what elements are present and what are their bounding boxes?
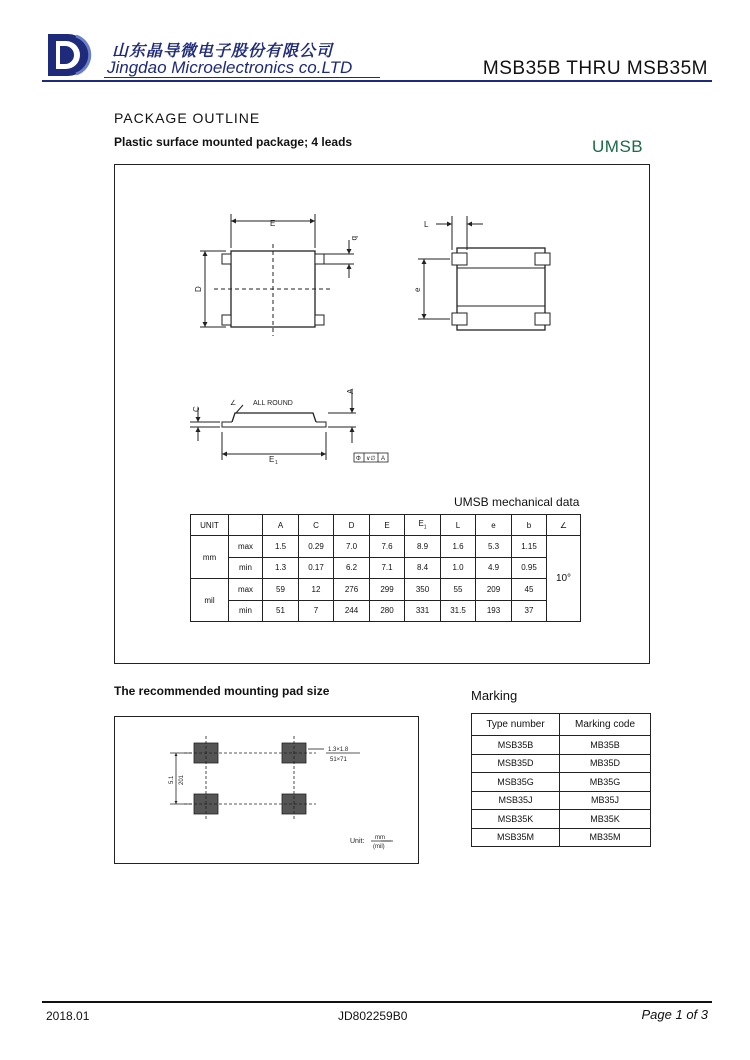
cell: 7.1 [370, 557, 405, 579]
cell: 7 [299, 600, 334, 622]
footer-doc-code: JD802259B0 [338, 1009, 408, 1023]
header-angle: ∠ [547, 515, 581, 536]
cell: 1.0 [441, 557, 476, 579]
table-row [472, 791, 651, 810]
pad-size-mil: 51×71 [330, 757, 347, 763]
top-view-drawing [200, 214, 354, 336]
marking-code: MB35D [560, 754, 651, 773]
header-E1-text: E [418, 519, 424, 529]
header-E: E [370, 515, 405, 536]
document-title: MSB35B THRU MSB35M [482, 58, 708, 79]
cell: 244 [334, 600, 370, 622]
dim-label-A: A [346, 388, 355, 394]
table-row [191, 536, 581, 558]
type-number: MSB35J [472, 791, 560, 810]
pad-pitch-mm: 5.1 [169, 775, 175, 784]
mechanical-header-row [191, 515, 581, 536]
tolerance-symbol: Φ [356, 456, 361, 462]
marking-code: MB35G [560, 773, 651, 792]
cell: 5.3 [476, 536, 512, 558]
cell: 55 [441, 579, 476, 601]
cell: 1.3 [263, 557, 299, 579]
cell: 7.0 [334, 536, 370, 558]
footer-date: 2018.01 [46, 1009, 90, 1023]
dim-label-E: E [270, 219, 276, 228]
marking-code: MB35K [560, 810, 651, 829]
all-round-note: ALL ROUND [253, 400, 293, 407]
marking-code: MB35J [560, 791, 651, 810]
marking-table [471, 713, 651, 847]
table-row [472, 773, 651, 792]
header-e: e [476, 515, 512, 536]
angle-value: 10° [547, 536, 581, 622]
header-marking-code: Marking code [560, 714, 651, 736]
dim-label-E1: E [269, 455, 275, 464]
company-name-cn: 山东晶导微电子股份有限公司 [112, 41, 334, 60]
table-row [472, 736, 651, 755]
type-number: MSB35G [472, 773, 560, 792]
company-name-underline [104, 77, 380, 78]
unit-bottom: (mil) [373, 844, 385, 850]
unit-top: mm [375, 835, 385, 841]
marking-code: MB35B [560, 736, 651, 755]
row-label: min [229, 600, 263, 622]
cell: 350 [405, 579, 441, 601]
jingdao-logo-icon [46, 32, 94, 78]
table-row [472, 828, 651, 847]
cell: 209 [476, 579, 512, 601]
header-L: L [441, 515, 476, 536]
header-divider [42, 80, 712, 82]
unit-mil: mil [191, 579, 229, 622]
cell: 8.9 [405, 536, 441, 558]
footer-page-number: Page 1 of 3 [641, 1007, 708, 1022]
table-row [191, 600, 581, 622]
header-A: A [263, 515, 299, 536]
cell: 0.29 [299, 536, 334, 558]
company-name-en: Jingdao Microelectronics co.LTD [107, 58, 353, 77]
cell: 51 [263, 600, 299, 622]
unit-mm: mm [191, 536, 229, 579]
cell: 59 [263, 579, 299, 601]
cell: 280 [370, 600, 405, 622]
pad-pitch-mil: 201 [179, 774, 185, 785]
type-number: MSB35M [472, 828, 560, 847]
cell: 31.5 [441, 600, 476, 622]
header-E1 [405, 515, 441, 536]
cell: 45 [512, 579, 547, 601]
tolerance-value: ∨∅ [366, 456, 376, 462]
table-row [472, 754, 651, 773]
package-code: UMSB [592, 137, 644, 156]
cell: 7.6 [370, 536, 405, 558]
header-type-number: Type number [472, 714, 560, 736]
unit-label: Unit: [350, 838, 365, 845]
header-blank [229, 515, 263, 536]
header-C: C [299, 515, 334, 536]
side-view-drawing [418, 216, 550, 330]
row-label: max [229, 579, 263, 601]
mechanical-data-table [190, 514, 581, 622]
header-unit: UNIT [191, 515, 229, 536]
table-row [191, 557, 581, 579]
cell: 37 [512, 600, 547, 622]
mechanical-data-caption: UMSB mechanical data [454, 495, 580, 509]
section-title: PACKAGE OUTLINE [114, 110, 261, 126]
section-subtitle: Plastic surface mounted package; 4 leads [114, 135, 353, 149]
marking-header-row [472, 714, 651, 736]
type-number: MSB35K [472, 810, 560, 829]
dim-label-b: b [350, 236, 359, 241]
package-outline-drawings [114, 164, 650, 504]
table-row [472, 810, 651, 829]
dim-label-D: D [194, 286, 203, 292]
header-E1-sub: 1 [423, 524, 427, 531]
tolerance-datum: A [381, 456, 386, 462]
footer-divider [42, 1001, 712, 1003]
row-label: min [229, 557, 263, 579]
cell: 12 [299, 579, 334, 601]
cell: 0.95 [512, 557, 547, 579]
cell: 0.17 [299, 557, 334, 579]
mounting-pad-drawing [114, 716, 419, 864]
header-b: b [512, 515, 547, 536]
pad-size-title: The recommended mounting pad size [114, 684, 330, 698]
table-row [191, 579, 581, 601]
dim-label-e: e [413, 287, 422, 292]
cell: 6.2 [334, 557, 370, 579]
cell: 299 [370, 579, 405, 601]
all-round-symbol: ∠ [230, 400, 237, 407]
cell: 331 [405, 600, 441, 622]
type-number: MSB35D [472, 754, 560, 773]
header-D: D [334, 515, 370, 536]
cell: 8.4 [405, 557, 441, 579]
cell: 1.6 [441, 536, 476, 558]
cell: 1.15 [512, 536, 547, 558]
marking-code: MB35M [560, 828, 651, 847]
type-number: MSB35B [472, 736, 560, 755]
cell: 4.9 [476, 557, 512, 579]
cell: 1.5 [263, 536, 299, 558]
row-label: max [229, 536, 263, 558]
dim-label-C: C [192, 406, 201, 412]
dim-label-L: L [424, 220, 429, 229]
cell: 276 [334, 579, 370, 601]
cell: 193 [476, 600, 512, 622]
dim-label-E1-sub: 1 [275, 460, 278, 466]
marking-title: Marking [471, 688, 518, 703]
pad-size-mm: 1.3×1.8 [328, 747, 349, 753]
